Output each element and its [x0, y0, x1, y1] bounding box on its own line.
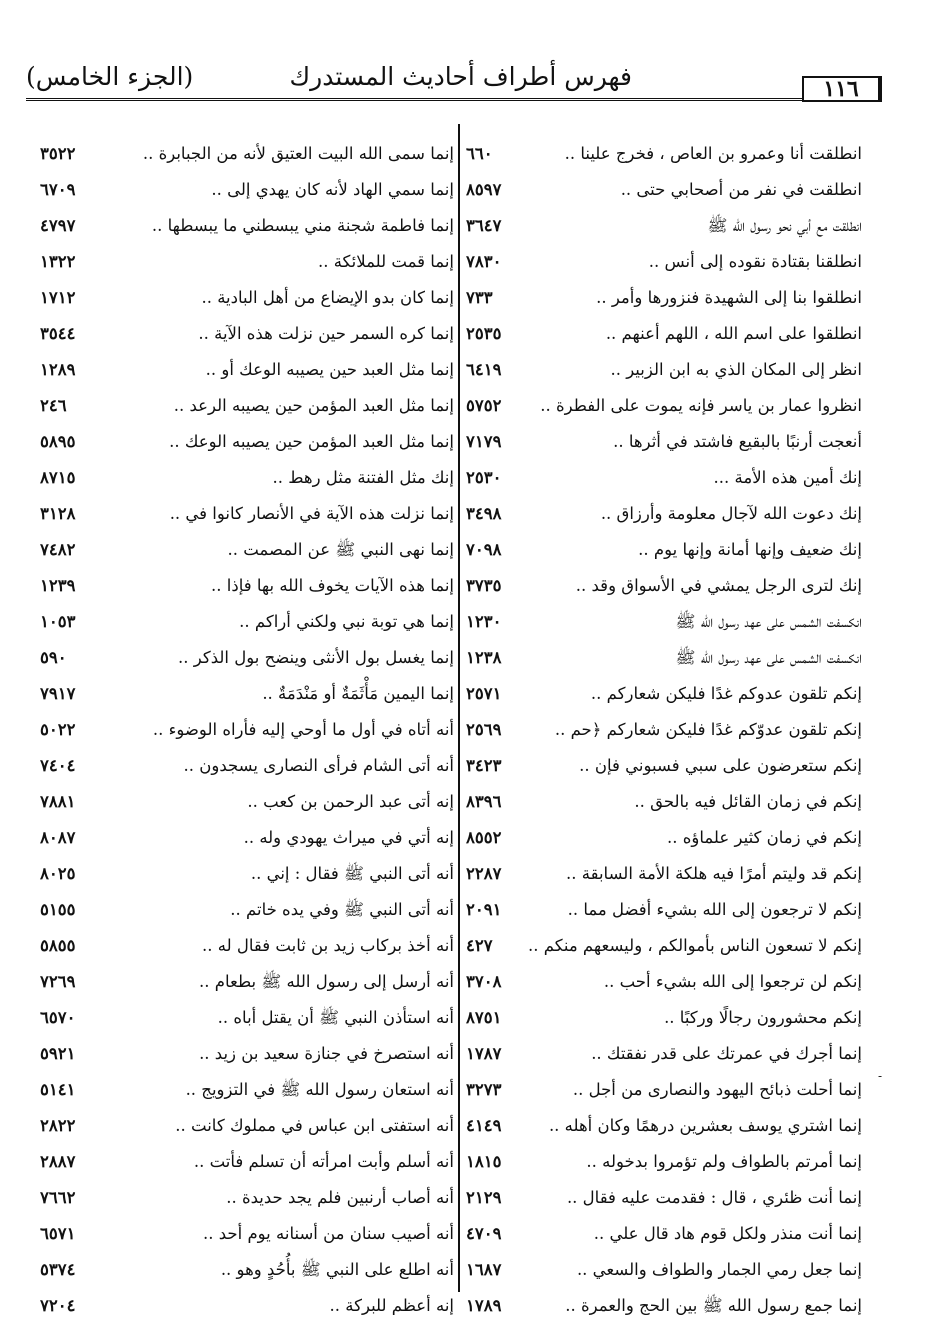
entry-text: انكسفت الشمس على عهد رسول الله ﷺ — [675, 648, 862, 667]
hadith-number: ٧٦٦٢ — [40, 1188, 76, 1207]
entry-text: إنك مثل الفتنة مثل رهط .. — [272, 468, 454, 487]
index-entry — [40, 1036, 454, 1072]
entry-text: إنما أنت منذر ولكل قوم هاد قال علي .. — [593, 1224, 862, 1243]
hadith-number: ٨٧٥١ — [466, 1008, 502, 1027]
entry-text: إنكم تلقون عدوّكم غدًا فليكن شعاركم ﴿حم .. — [554, 720, 862, 739]
index-entry — [40, 352, 454, 388]
entry-text: أنه استصرخ في جنازة سعيد بن زيد .. — [199, 1044, 454, 1063]
entry-text: انطلقت أنا وعمرو بن العاص ، فخرج علينا .. — [564, 144, 862, 163]
hadith-number: ٥٩٢١ — [40, 1044, 76, 1063]
hadith-number: ٥١٤١ — [40, 1080, 76, 1099]
entry-text: إنكم محشورون رجالًا وركبًا .. — [664, 1008, 862, 1027]
index-entry — [40, 496, 454, 532]
entry-text: انطلقت في نفر من أصحابي حتى .. — [620, 180, 862, 199]
index-entry — [466, 568, 862, 604]
hadith-number: ٨٠٨٧ — [40, 828, 76, 847]
index-entry — [40, 172, 454, 208]
index-entry — [466, 532, 862, 568]
index-entry — [466, 928, 862, 964]
index-entry — [466, 676, 862, 712]
entry-text: إنما هي توبة نبي ولكني أراكم .. — [239, 612, 454, 631]
index-entry — [40, 244, 454, 280]
index-entry — [40, 136, 454, 172]
index-entry — [40, 280, 454, 316]
entry-text: أنه أصيب سنان من أسنانه يوم أحد .. — [203, 1224, 454, 1243]
hadith-number: ٥٠٢٢ — [40, 720, 76, 739]
hadith-number: ٢٥٣٥ — [466, 324, 502, 343]
hadith-number: ٤١٤٩ — [466, 1116, 502, 1135]
index-entry — [466, 748, 862, 784]
entry-text: انطلقنا بقتادة نقوده إلى أنس .. — [648, 252, 862, 271]
hadith-number: ٥٨٥٥ — [40, 936, 76, 955]
index-entry — [466, 1036, 862, 1072]
index-entry — [40, 1072, 454, 1108]
entry-text: إنكم لا تسعون الناس بأموالكم ، وليسعهم منكم .. — [528, 936, 862, 955]
index-entry — [466, 1144, 862, 1180]
entry-text: إنما مثل العبد المؤمن حين يصيبه الوعك .. — [169, 432, 454, 451]
hadith-number: ١٢٣٠ — [466, 612, 502, 631]
index-entry — [466, 316, 862, 352]
index-entry — [40, 1000, 454, 1036]
entry-text: إنما مثل العبد حين يصيبه الوعك أو .. — [205, 360, 454, 379]
hadith-number: ٨٠٢٥ — [40, 864, 76, 883]
index-entry — [466, 388, 862, 424]
index-entry — [40, 928, 454, 964]
entry-text: انطلقوا بنا إلى الشهيدة فنزورها وأمر .. — [596, 288, 862, 307]
index-entry — [466, 1180, 862, 1216]
index-entry — [466, 1072, 862, 1108]
entry-text: إنما كان بدو الإيضاع من أهل البادية .. — [201, 288, 454, 307]
hadith-number: ٦٤١٩ — [466, 360, 502, 379]
index-entry — [466, 208, 862, 244]
index-entry — [40, 1144, 454, 1180]
index-entry — [466, 640, 862, 676]
index-entry — [466, 784, 862, 820]
entry-text: إنما جمع رسول الله ﷺ بين الحج والعمرة .. — [565, 1296, 862, 1315]
page-title: فهرس أطراف أحاديث المستدرك — [289, 62, 632, 91]
index-entry — [40, 748, 454, 784]
hadith-number: ٥٩٠ — [40, 648, 67, 667]
hadith-number: ٧٠٩٨ — [466, 540, 502, 559]
hadith-number: ٤٧٠٩ — [466, 1224, 502, 1243]
entry-text: إنكم قد وليتم أمرًا فيه هلكة الأمة السابقة .. — [566, 864, 862, 883]
entry-text: انكسفت الشمس على عهد رسول الله ﷺ — [675, 612, 862, 631]
entry-text: إنما هذه الآيات يخوف الله بها فإذا .. — [211, 576, 454, 595]
index-entry — [40, 532, 454, 568]
entry-text: إنما اليمين مَأْثَمَةٌ أو مَنْدَمَةٌ .. — [262, 684, 454, 703]
right-index-column — [466, 136, 862, 1324]
index-entry — [40, 1288, 454, 1324]
entry-text: إنه أتي في ميراث يهودي وله .. — [243, 828, 454, 847]
entry-text: انظروا عمار بن ياسر فإنه يموت على الفطرة .. — [540, 396, 862, 415]
hadith-number: ١٢٣٨ — [466, 648, 502, 667]
index-entry — [40, 568, 454, 604]
page-number: ١١٦ — [802, 76, 882, 102]
hadith-number: ٣٥٤٤ — [40, 324, 76, 343]
index-entry — [466, 352, 862, 388]
entry-text: أنه أصاب أرنبين فلم يجد حديدة .. — [226, 1188, 454, 1207]
hadith-number: ٣٤٩٨ — [466, 504, 502, 523]
index-entry — [40, 424, 454, 460]
index-entry — [466, 136, 862, 172]
hadith-number: ٢١٢٩ — [466, 1188, 502, 1207]
hadith-number: ١٦٨٧ — [466, 1260, 502, 1279]
hadith-number: ٨٥٩٧ — [466, 180, 502, 199]
entry-text: إنما نهى النبي ﷺ عن المصمت .. — [227, 540, 454, 559]
index-entry — [466, 1000, 862, 1036]
hadith-number: ٧٢٠٤ — [40, 1296, 76, 1315]
hadith-number: ٣٦٤٧ — [466, 216, 502, 235]
index-entry — [40, 784, 454, 820]
entry-text: أنه أتى الشام فرأى النصارى يسجدون .. — [183, 756, 454, 775]
hadith-number: ٢٥٣٠ — [466, 468, 502, 487]
entry-text: أنعجت أرنبًا بالبقيع فاشتد في أثرها .. — [613, 432, 862, 451]
entry-text: إنما فاطمة شجنة مني يبسطني ما يبسطها .. — [151, 216, 454, 235]
entry-text: إنكم في زمان القائل فيه بالحق .. — [634, 792, 862, 811]
entry-text: إنك أمين هذه الأمة ... — [713, 468, 862, 487]
index-entry — [466, 604, 862, 640]
entry-text: إنما مثل العبد المؤمن حين يصيبه الرعد .. — [173, 396, 454, 415]
entry-text: إنما أجرك في عمرتك على قدر نفقتك .. — [591, 1044, 862, 1063]
index-entry — [466, 1288, 862, 1324]
index-entry — [466, 280, 862, 316]
page-header — [26, 52, 882, 102]
hadith-number: ٣١٢٨ — [40, 504, 76, 523]
entry-text: إنكم لن ترجعوا إلى الله بشيء أحب .. — [603, 972, 862, 991]
index-entry — [40, 640, 454, 676]
entry-text: إنكم تلقون عدوكم غدًا فليكن شعاركم .. — [590, 684, 862, 703]
entry-text: إنما سمي الهاد لأنه كان يهدي إلى .. — [211, 180, 454, 199]
hadith-number: ٥٨٩٥ — [40, 432, 76, 451]
hadith-number: ١٨١٥ — [466, 1152, 502, 1171]
hadith-number: ٧٨٣٠ — [466, 252, 502, 271]
entry-text: إنما يغسل بول الأنثى وينضح بول الذكر .. — [178, 648, 454, 667]
entry-text: إنما نزلت هذه الآية في الأنصار كانوا في .. — [169, 504, 454, 523]
entry-text: إنكم لا ترجعون إلى الله بشيء أفضل مما .. — [567, 900, 862, 919]
entry-text: أنه أتى النبي ﷺ فقال : إني .. — [250, 864, 454, 883]
index-entry — [466, 460, 862, 496]
hadith-number: ٢٤٦ — [40, 396, 67, 415]
index-entry — [466, 892, 862, 928]
entry-text: أنه أسلم وأبت امرأته أن تسلم فأتت .. — [193, 1152, 454, 1171]
index-entry — [466, 496, 862, 532]
entry-text: أنه اطلع على النبي ﷺ بأُحُدٍ وهو .. — [220, 1260, 454, 1279]
entry-text: إنما جعل رمي الجمار والطواف والسعي .. — [576, 1260, 862, 1279]
index-entry — [466, 856, 862, 892]
index-entry — [40, 316, 454, 352]
hadith-number: ٧٩١٧ — [40, 684, 76, 703]
index-entry — [466, 1252, 862, 1288]
hadith-number: ٧١٧٩ — [466, 432, 502, 451]
index-entry — [40, 712, 454, 748]
hadith-number: ٥٧٥٢ — [466, 396, 502, 415]
entry-text: إنما أنت ظئري ، قال : فقدمت عليه فقال .. — [566, 1188, 862, 1207]
entry-text: انطلقت مع أبي نحو رسول الله ﷺ — [707, 216, 862, 235]
hadith-number: ٣٤٢٣ — [466, 756, 502, 775]
hadith-number: ٦٥٧٠ — [40, 1008, 76, 1027]
index-entry — [466, 712, 862, 748]
margin-mark: - — [878, 1069, 883, 1083]
hadith-number: ٢٨٨٧ — [40, 1152, 76, 1171]
index-entry — [40, 892, 454, 928]
hadith-number: ٦٧٠٩ — [40, 180, 76, 199]
header-rule — [26, 98, 802, 101]
hadith-number: ٢٢٨٧ — [466, 864, 502, 883]
entry-text: إنكم في زمان كثير علماؤه .. — [667, 828, 862, 847]
entry-text: إنما أحلت ذبائح اليهود والنصارى من أجل .. — [572, 1080, 862, 1099]
index-entry — [466, 172, 862, 208]
hadith-number: ٢٨٢٢ — [40, 1116, 76, 1135]
index-entry — [40, 1108, 454, 1144]
entry-text: إنما كره السمر حين نزلت هذه الآية .. — [198, 324, 454, 343]
hadith-number: ٧٣٣ — [466, 288, 493, 307]
entry-text: إنكم ستعرضون على سبي فسبوني فإن .. — [579, 756, 862, 775]
index-entry — [40, 604, 454, 640]
index-entry — [466, 1216, 862, 1252]
hadith-number: ٨٣٩٦ — [466, 792, 502, 811]
hadith-number: ٧٤٨٢ — [40, 540, 76, 559]
entry-text: أنه أرسل إلى رسول الله ﷺ بطعام .. — [199, 972, 454, 991]
hadith-number: ١٧٨٧ — [466, 1044, 502, 1063]
hadith-number: ٦٦٠ — [466, 144, 493, 163]
hadith-number: ٤٧٩٧ — [40, 216, 76, 235]
hadith-number: ٧٨٨١ — [40, 792, 76, 811]
left-index-column — [40, 136, 454, 1324]
hadith-number: ٣٢٧٣ — [466, 1080, 502, 1099]
entry-text: إنه أعظم للبركة .. — [329, 1296, 454, 1315]
entry-text: انظر إلى المكان الذي به ابن الزبير .. — [610, 360, 862, 379]
index-entry — [40, 964, 454, 1000]
volume-label: (الجزء الخامس) — [26, 62, 194, 91]
hadith-number: ١٢٣٩ — [40, 576, 76, 595]
index-entry — [466, 1108, 862, 1144]
index-entry — [40, 388, 454, 424]
entry-text: إنما أمرتم بالطواف ولم تؤمروا بدخوله .. — [586, 1152, 862, 1171]
entry-text: أنه أتى النبي ﷺ وفي يده خاتم .. — [230, 900, 454, 919]
entry-text: إنك لترى الرجل يمشي في الأسواق وقد .. — [575, 576, 862, 595]
index-entry — [40, 1252, 454, 1288]
hadith-number: ٥١٥٥ — [40, 900, 76, 919]
index-entry — [40, 1216, 454, 1252]
index-entry — [40, 460, 454, 496]
hadith-number: ١٧٨٩ — [466, 1296, 502, 1315]
hadith-number: ٦٥٧١ — [40, 1224, 76, 1243]
hadith-number: ١٢٨٩ — [40, 360, 76, 379]
index-entry — [40, 856, 454, 892]
hadith-number: ٨٥٥٢ — [466, 828, 502, 847]
index-entry — [466, 244, 862, 280]
index-entry — [40, 1180, 454, 1216]
entry-text: إنه أتى عبد الرحمن بن كعب .. — [247, 792, 454, 811]
hadith-number: ٧٢٦٩ — [40, 972, 76, 991]
hadith-number: ٥٣٧٤ — [40, 1260, 76, 1279]
hadith-number: ٣٥٢٢ — [40, 144, 76, 163]
index-entry — [466, 424, 862, 460]
index-entry — [466, 820, 862, 856]
index-entry — [40, 208, 454, 244]
index-entry — [40, 820, 454, 856]
hadith-number: ٤٢٧ — [466, 936, 493, 955]
entry-text: انطلقوا على اسم الله ، اللهم أعنهم .. — [605, 324, 862, 343]
hadith-number: ١٠٥٣ — [40, 612, 76, 631]
entry-text: أنه أتاه في أول ما أوحي إليه فأراه الوضوء .. — [152, 720, 454, 739]
hadith-number: ٧٤٠٤ — [40, 756, 76, 775]
entry-text: أنه استأذن النبي ﷺ أن يقتل أباه .. — [217, 1008, 454, 1027]
index-entry — [466, 964, 862, 1000]
entry-text: إنما سمى الله البيت العتيق لأنه من الجبابرة .. — [142, 144, 454, 163]
entry-text: أنه أخذ بركاب زيد بن ثابت فقال له .. — [202, 936, 454, 955]
index-entry — [40, 676, 454, 712]
hadith-number: ٢٥٦٩ — [466, 720, 502, 739]
hadith-number: ٣٧٠٨ — [466, 972, 502, 991]
column-divider — [458, 124, 460, 1292]
entry-text: إنما اشتري يوسف بعشرين درهمًا وكان أهله .. — [548, 1116, 862, 1135]
entry-text: أنه استفتى ابن عباس في مملوك كانت .. — [175, 1116, 454, 1135]
hadith-number: ٢٠٩١ — [466, 900, 502, 919]
entry-text: إنك دعوت الله لآجال معلومة وأرزاق .. — [600, 504, 862, 523]
hadith-number: ١٣٢٢ — [40, 252, 76, 271]
hadith-number: ١٧١٢ — [40, 288, 76, 307]
hadith-number: ٨٧١٥ — [40, 468, 76, 487]
hadith-number: ٢٥٧١ — [466, 684, 502, 703]
entry-text: إنك ضعيف وإنها أمانة وإنها يوم .. — [638, 540, 862, 559]
hadith-number: ٣٧٣٥ — [466, 576, 502, 595]
entry-text: إنما قمت للملائكة .. — [317, 252, 454, 271]
entry-text: أنه استعان رسول الله ﷺ في التزويج .. — [185, 1080, 454, 1099]
